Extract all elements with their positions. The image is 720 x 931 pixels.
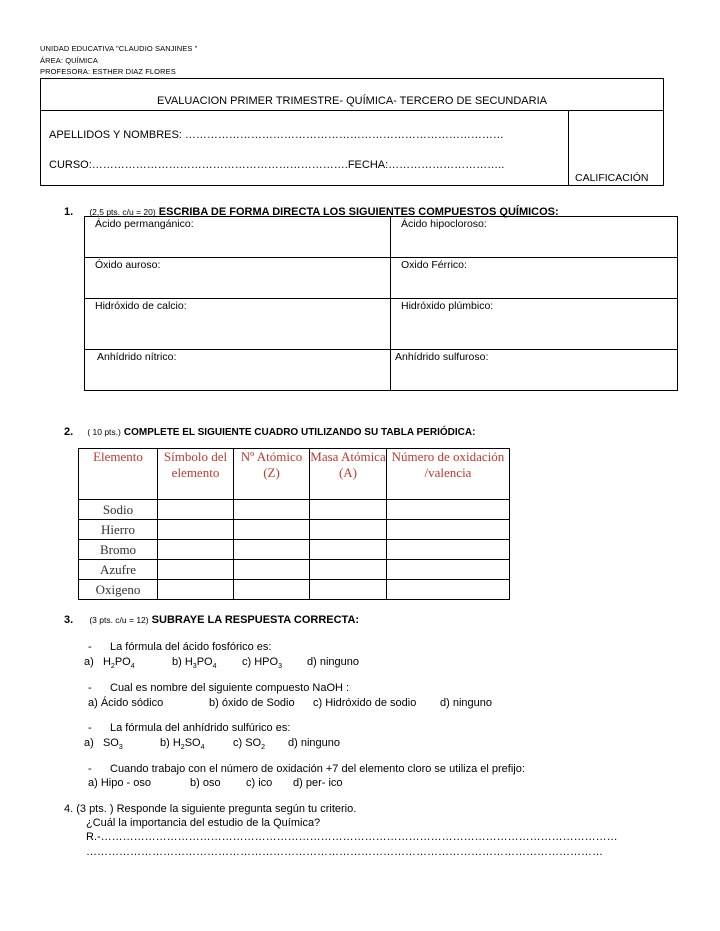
answer-cell[interactable] <box>158 560 234 580</box>
col-header: Número de oxidación /valencia <box>387 449 510 500</box>
q4-heading: 4. (3 pts. ) Responde la siguiente pregunta según tu criterio. <box>64 803 357 815</box>
q1-number: 1. <box>64 206 74 218</box>
q4-question: ¿Cuál la importancia del estudio de la Química? <box>86 817 321 829</box>
answer-cell[interactable] <box>234 520 310 540</box>
q3-option[interactable]: d) ninguno <box>307 656 359 668</box>
q3-option[interactable]: a) Ácido sódico <box>88 697 164 709</box>
table-row <box>79 540 510 560</box>
table-row <box>79 500 510 520</box>
col-header: Masa Atómica (A) <box>310 449 387 500</box>
table-row <box>79 520 510 540</box>
q3-question: La fórmula del anhídrido sulfúrico es: <box>110 722 291 734</box>
q1-table <box>84 216 678 391</box>
answer-cell[interactable] <box>234 500 310 520</box>
periodic-table-exercise <box>78 448 510 600</box>
q1-cell[interactable]: Anhídrido nítrico: <box>85 350 391 391</box>
grade-cell <box>568 110 665 186</box>
q1-points: (2,5 pts. c/u = 20) <box>89 207 156 217</box>
answer-cell[interactable] <box>234 560 310 580</box>
table-row <box>85 217 678 258</box>
q3-option[interactable]: a) $H_2PO_4$ <box>84 656 135 671</box>
q1-title: ESCRIBA DE FORMA DIRECTA LOS SIGUIENTES COMPUESTOS QUÍMICOS: <box>158 206 559 218</box>
q3-heading <box>64 614 359 626</box>
q3-number: 3. <box>64 614 74 626</box>
col-header: Símbolo del elemento <box>158 449 234 500</box>
q4-answer-line[interactable]: R.-…………………………………………………………………………………………………………………………… <box>86 831 618 843</box>
answer-cell[interactable] <box>310 580 387 600</box>
q1-cell[interactable]: Óxido auroso: <box>85 258 391 299</box>
q3-points: (3 pts. c/u = 12) <box>89 615 149 625</box>
table-row <box>85 258 678 299</box>
answer-cell[interactable] <box>158 500 234 520</box>
q2-title: COMPLETE EL SIGUIENTE CUADRO UTILIZANDO SU TABLA PERIÓDICA: <box>123 427 476 438</box>
q3-item-1: - La fórmula del ácido fosfórico es: <box>88 641 272 653</box>
q3-option[interactable]: b) oso <box>190 777 221 789</box>
element-name: Hierro <box>79 520 158 540</box>
q3-item-3: - La fórmula del anhídrido sulfúrico es: <box>88 722 291 734</box>
table-row <box>79 560 510 580</box>
answer-cell[interactable] <box>310 540 387 560</box>
table-row <box>85 299 678 350</box>
element-name: Sodio <box>79 500 158 520</box>
answer-cell[interactable] <box>158 540 234 560</box>
q1-cell[interactable]: Anhídrido sulfuroso: <box>391 350 678 391</box>
q3-question: La fórmula del ácido fosfórico es: <box>110 641 272 653</box>
answer-cell[interactable] <box>387 520 510 540</box>
q4-answer-line[interactable]: …………………………………………………………………………………………………………………………… <box>86 846 603 858</box>
table-header-row <box>79 449 510 500</box>
q2-number: 2. <box>64 426 74 438</box>
q3-option[interactable]: c) $SO_2$ <box>233 737 266 752</box>
answer-cell[interactable] <box>310 560 387 580</box>
element-name: Azufre <box>79 560 158 580</box>
q1-cell[interactable]: Hidróxido plúmbico: <box>391 299 678 350</box>
exam-title: EVALUACION PRIMER TRIMESTRE- QUÍMICA- TERCERO DE SECUNDARIA <box>157 95 547 107</box>
q3-title: SUBRAYE LA RESPUESTA CORRECTA: <box>151 614 360 626</box>
q3-option[interactable]: a) $SO_3$ <box>84 737 123 752</box>
answer-cell[interactable] <box>310 520 387 540</box>
q1-cell[interactable]: Hidróxido de calcio: <box>85 299 391 350</box>
q1-cell[interactable]: Oxido Férrico: <box>391 258 678 299</box>
q2-heading <box>64 426 475 438</box>
element-name: Oxigeno <box>79 580 158 600</box>
q3-option[interactable]: a) Hipo - oso <box>88 777 151 789</box>
q3-option[interactable]: c) ico <box>246 777 273 789</box>
q1-cell[interactable]: Ácido permangánico: <box>85 217 391 258</box>
q1-cell[interactable]: Ácido hipocloroso: <box>391 217 678 258</box>
q3-item-2: - Cual es nombre del siguiente compuesto NaOH : <box>88 682 350 694</box>
table-row <box>79 580 510 600</box>
names-field[interactable]: APELLIDOS Y NOMBRES: …………………………………………………………………………… <box>49 129 504 141</box>
answer-cell[interactable] <box>234 540 310 560</box>
q3-option[interactable]: c) Hidróxido de sodio <box>313 697 417 709</box>
q3-option[interactable]: d) per- ico <box>293 777 343 789</box>
answer-cell[interactable] <box>387 560 510 580</box>
subject-area: ÁREA: QUÍMICA <box>40 56 98 65</box>
answer-cell[interactable] <box>158 520 234 540</box>
answer-cell[interactable] <box>158 580 234 600</box>
title-row <box>41 79 663 111</box>
table-row <box>85 350 678 391</box>
q3-option[interactable]: b) $H_3PO_4$ <box>172 656 217 671</box>
q3-item-4: - Cuando trabajo con el número de oxidación +7 del elemento cloro se utiliza el prefijo: <box>88 763 525 775</box>
student-info-box <box>40 78 664 186</box>
q3-option[interactable]: d) ninguno <box>288 737 340 749</box>
q2-points: ( 10 pts.) <box>87 427 121 437</box>
q3-question: Cuando trabajo con el número de oxidación +7 del elemento cloro se utiliza el prefijo: <box>110 763 525 775</box>
answer-cell[interactable] <box>387 500 510 520</box>
col-header: Nº Atómico (Z) <box>234 449 310 500</box>
answer-cell[interactable] <box>387 580 510 600</box>
school-name: UNIDAD EDUCATIVA "CLAUDIO SANJINES " <box>40 44 198 53</box>
answer-cell[interactable] <box>310 500 387 520</box>
q3-option[interactable]: c) $HPO_3$ <box>242 656 282 671</box>
element-name: Bromo <box>79 540 158 560</box>
q3-option[interactable]: b) óxido de Sodio <box>209 697 295 709</box>
col-header: Elemento <box>79 449 158 500</box>
q3-option[interactable]: d) ninguno <box>440 697 492 709</box>
grade-label: CALIFICACIÓN <box>575 172 649 184</box>
q3-option[interactable]: b) $H_2SO_4$ <box>160 737 205 752</box>
teacher-name: PROFESORA: ESTHER DIAZ FLORES <box>40 67 176 76</box>
answer-cell[interactable] <box>234 580 310 600</box>
answer-cell[interactable] <box>387 540 510 560</box>
q3-question: Cual es nombre del siguiente compuesto NaOH : <box>110 682 350 694</box>
course-date-field[interactable]: CURSO:…………………………………………………………….FECHA:………………………….. <box>49 159 505 171</box>
